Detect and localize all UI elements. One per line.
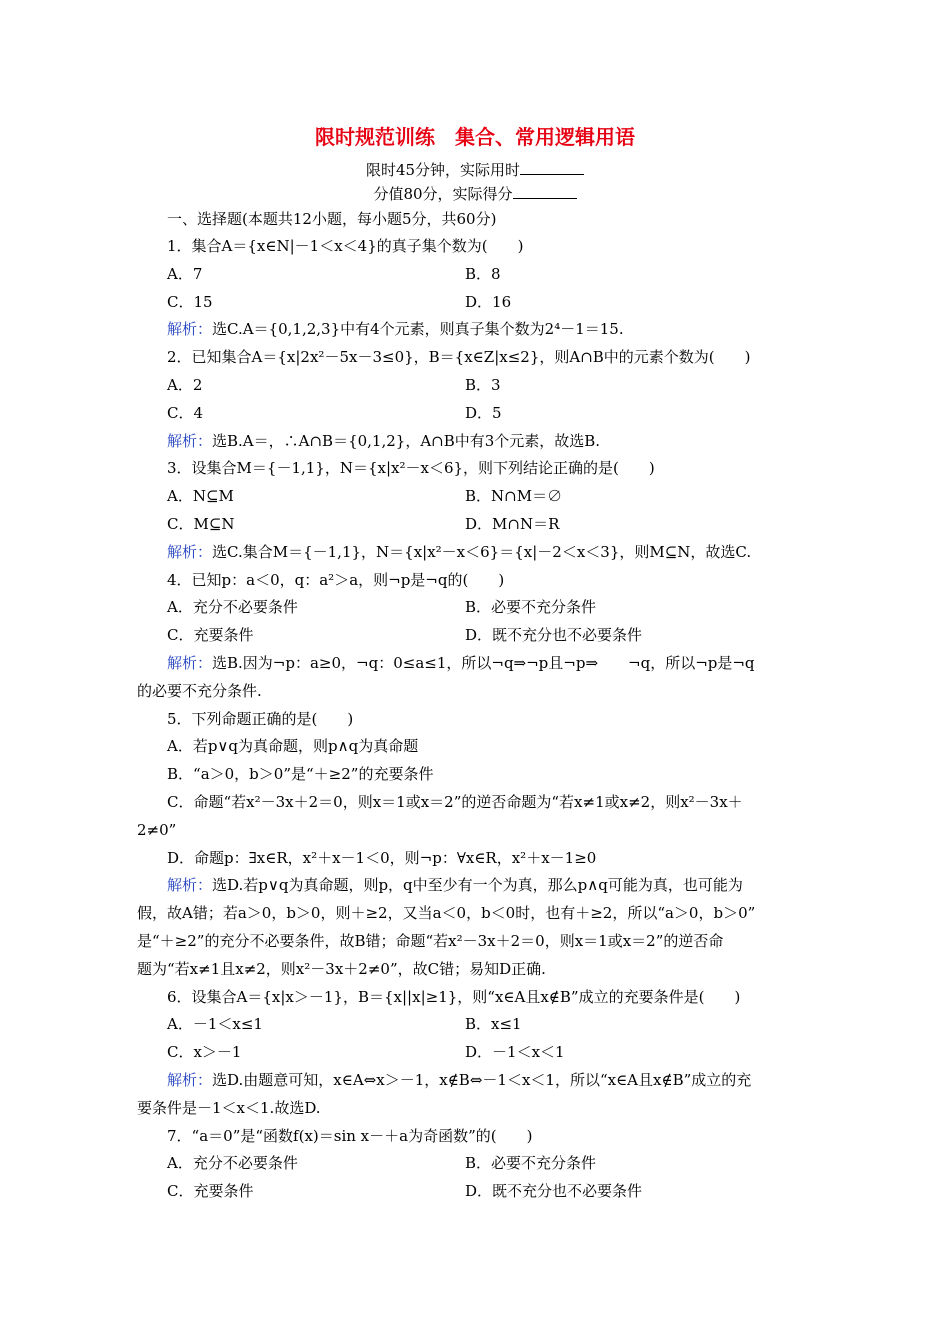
analysis-label: 解析： [167,431,213,450]
continuation-line: 的必要不充分条件. [137,681,262,700]
option-text: A．N⊆M [167,487,234,506]
analysis-line [167,319,624,339]
option-text: C．15 [167,292,213,311]
option-text: C．充要条件 [167,1182,254,1201]
option-text: D．既不充分也不必要条件 [465,1182,643,1201]
analysis-text: 选D.由题意可知，x∈A⇔x＞－1，x∉B⇔－1＜x＜1，所以“x∈A且x∉B”成立的充 [212,1071,752,1089]
option-text: B．3 [465,376,501,394]
option-text: C．x＞－1 [167,1043,242,1062]
question-line: 4．已知p：a＜0，q：a²＞a，则¬p是¬q的( ) [167,570,505,589]
option-text: D．5 [465,403,502,422]
question-line: B．“a＞0，b＞0”是“＋≥2”的充要条件 [167,765,434,784]
analysis-text: 选C.集合M＝{－1,1}，N＝{x|x²－x＜6}＝{x|－2＜x＜3}，则M⊆N，故选C. [212,542,752,561]
option-text: A．充分不必要条件 [167,598,298,617]
continuation-line: 题为“若x≠1且x≠2，则x²－3x＋2≠0”，故C错；易知D正确. [137,959,546,978]
option-text: D．16 [465,292,512,311]
continuation-line: 要条件是－1＜x＜1.故选D. [137,1098,321,1117]
option-text: C．4 [167,403,204,422]
question-line: 6．设集合A＝{x|x＞－1}，B＝{x||x|≥1}，则“x∈A且x∉B”成立的充要条件是( ) [167,987,741,1006]
option-text: C．M⊆N [167,515,235,533]
analysis-text: 选D.若p∨q为真命题，则p，q中至少有一个为真，那么p∧q可能为真，也可能为 [212,876,743,895]
page-title: 限时规范训练 集合、常用逻辑用语 [315,125,635,149]
time-line-text: 限时45分钟，实际用时 [365,161,521,179]
question-line: C．命题“若x²－3x＋2＝0，则x＝1或x＝2”的逆否命题为“若x≠1或x≠2，则x²－3x＋ [167,793,743,811]
analysis-label: 解析： [167,1071,213,1089]
option-text: A．2 [167,376,203,394]
analysis-label: 解析： [167,320,213,339]
question-line: A．若p∨q为真命题，则p∧q为真命题 [167,737,419,756]
continuation-line: 假，故A错；若a＞0，b＞0，则＋≥2，又当a＜0，b＜0时，也有＋≥2，所以“a＞0，b＞0” [137,904,756,923]
analysis-text: 选C.A＝{0,1,2,3}中有4个元素，则真子集个数为2⁴－1＝15. [212,320,624,339]
analysis-line [167,653,755,673]
score-line [0,184,950,204]
score-line-text: 分值80分，实际得分 [373,185,513,203]
analysis-label: 解析： [167,654,213,672]
score-blank [513,184,577,199]
question-line: 2．已知集合A＝{x|2x²－5x－3≤0}，B＝{x∈Z|x≤2}，则A∩B中的元素个数为( ) [167,348,751,367]
option-text: B．必要不充分条件 [465,1154,597,1173]
section-title: 一、选择题(本题共12小题，每小题5分，共60分) [167,210,497,228]
analysis-line [167,542,751,562]
option-text: B．x≤1 [465,1015,522,1034]
option-text: A．充分不必要条件 [167,1154,298,1173]
option-text: B．必要不充分条件 [465,598,597,617]
question-line: 1．集合A＝{x∈N|－1＜x＜4}的真子集个数为( ) [167,237,524,255]
option-text: B．N∩M＝∅ [465,487,563,506]
option-text: B．8 [465,264,501,283]
analysis-text: 选B.A＝，∴A∩B＝{0,1,2}，A∩B中有3个元素，故选B. [212,431,601,450]
question-line: 7．“a＝0”是“函数f(x)＝sin x－＋a为奇函数”的( ) [167,1126,533,1145]
option-text: D．既不充分也不必要条件 [465,626,643,645]
continuation-line: 是“＋≥2”的充分不必要条件，故B错；命题“若x²－3x＋2＝0，则x＝1或x＝2”的逆否命 [137,932,724,950]
option-text: C．充要条件 [167,626,254,645]
question-line: 5．下列命题正确的是( ) [167,709,354,728]
analysis-line [167,1070,751,1090]
time-blank [520,160,584,175]
option-text: A．－1＜x≤1 [167,1015,263,1034]
continuation-line: 2≠0” [137,820,177,839]
option-text: D．－1＜x＜1 [465,1043,565,1062]
time-line [0,160,950,180]
option-text: D．M∩N＝R [465,515,560,533]
question-line: D．命题p：∃x∈R，x²＋x－1＜0，则¬p：∀x∈R，x²＋x－1≥0 [167,848,597,867]
analysis-label: 解析： [167,542,213,561]
option-text: A．7 [167,264,203,283]
analysis-text: 选B.因为¬p：a≥0，¬q：0≤a≤1，所以¬q⇒¬p且¬p⇒ ¬q，所以¬p是¬q [212,654,755,672]
analysis-label: 解析： [167,876,213,895]
analysis-line [167,875,743,895]
analysis-line [167,431,600,451]
question-line: 3．设集合M＝{－1,1}，N＝{x|x²－x＜6}，则下列结论正确的是( ) [167,459,655,478]
